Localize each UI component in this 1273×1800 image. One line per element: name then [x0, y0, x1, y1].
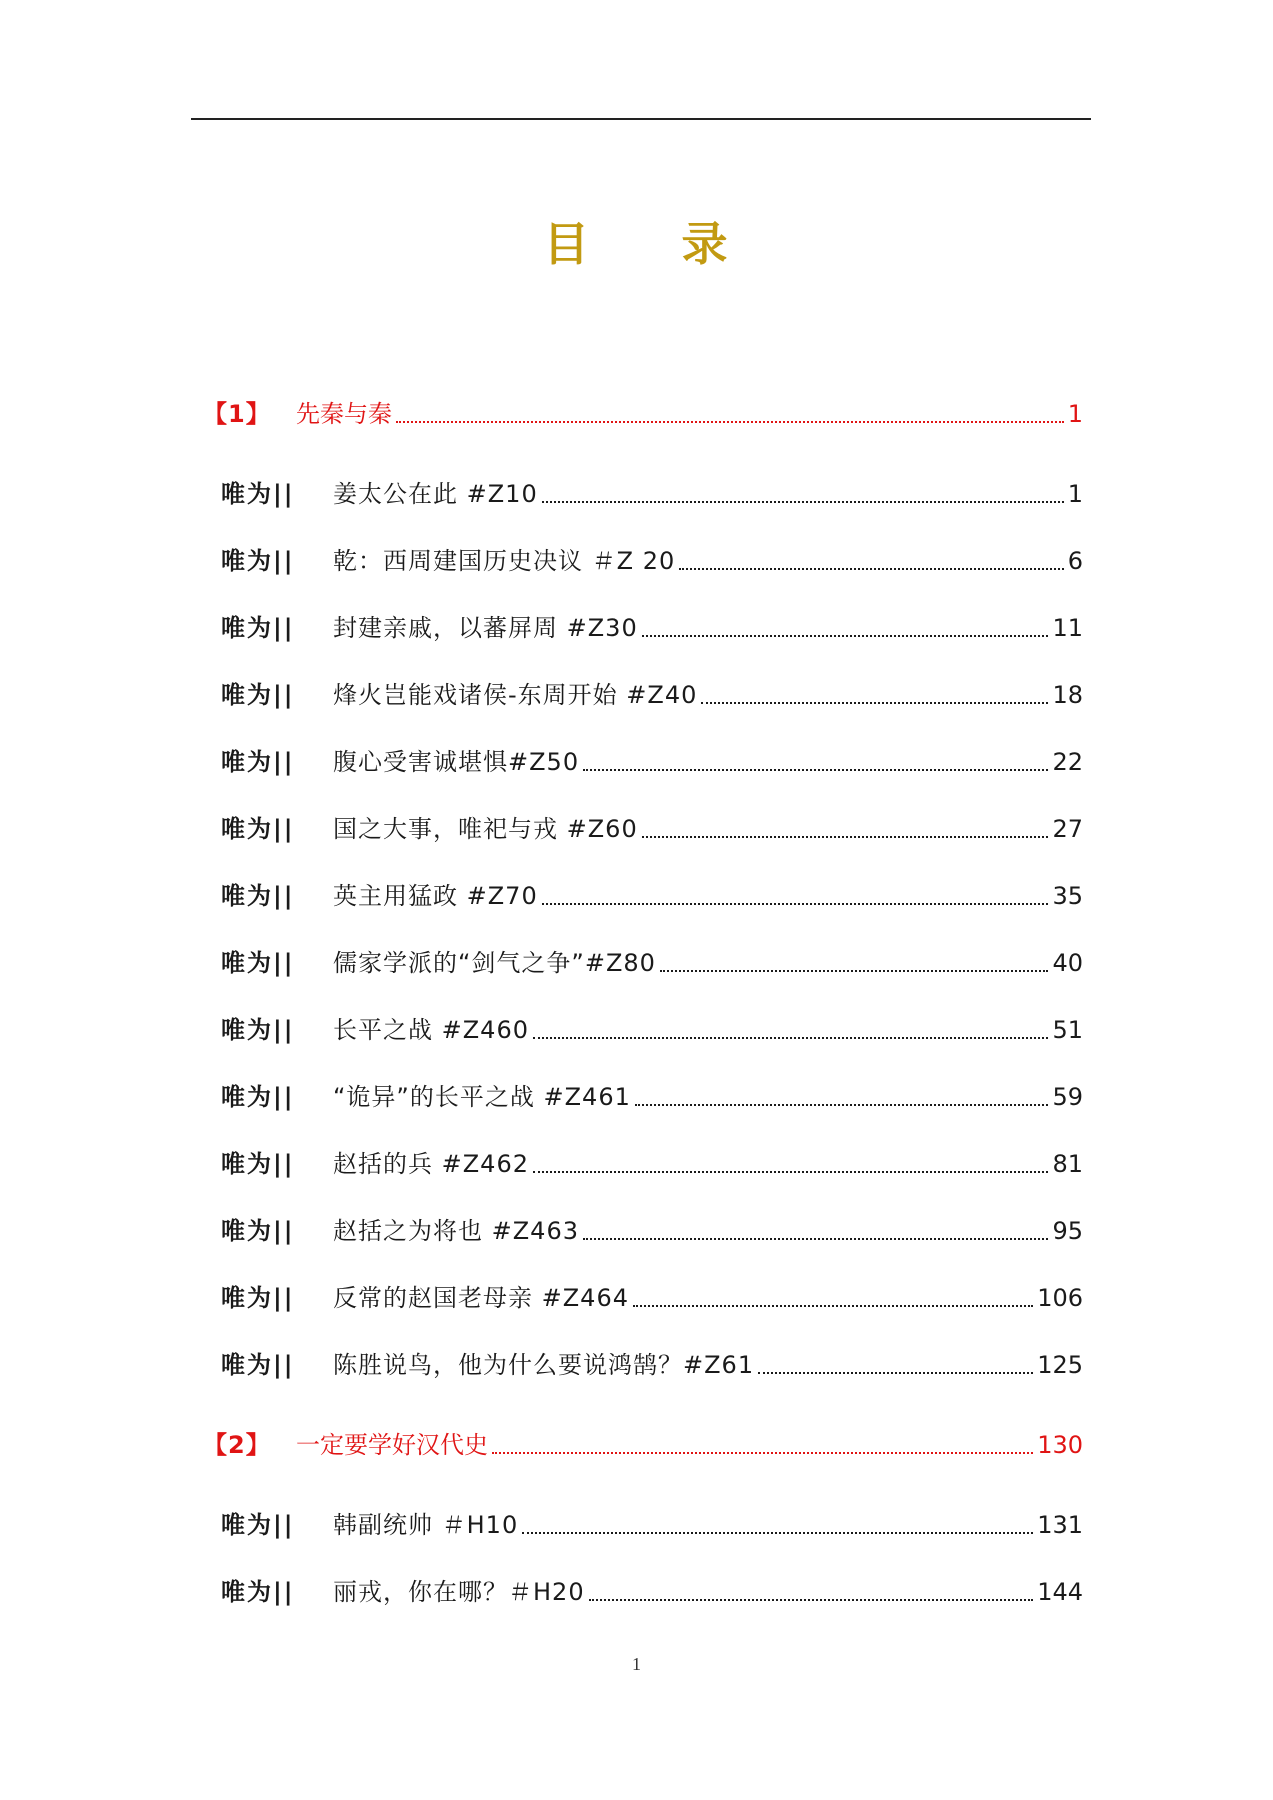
entry-page: 40	[1052, 949, 1083, 977]
entry-page: 11	[1052, 614, 1083, 642]
entry-title: 反常的赵国老母亲 #Z464	[333, 1284, 629, 1312]
dot-leader	[660, 943, 1048, 983]
toc-entry[interactable]	[0, 1278, 1273, 1318]
dot-leader	[635, 1077, 1049, 1117]
entry-tag: 唯为||	[221, 882, 295, 910]
entry-tag: 唯为||	[221, 547, 295, 575]
entry-tag: 唯为||	[221, 1150, 295, 1178]
dot-leader	[533, 1010, 1048, 1050]
dot-leader	[396, 394, 1064, 434]
entry-tag: 唯为||	[221, 1083, 295, 1111]
toc-entry[interactable]	[0, 876, 1273, 916]
entry-tag: 唯为||	[221, 748, 295, 776]
chapter-page: 1	[1067, 400, 1083, 428]
entry-page: 1	[1067, 480, 1083, 508]
dot-leader	[642, 809, 1049, 849]
dot-leader	[542, 876, 1049, 916]
toc-entry[interactable]	[0, 1345, 1273, 1385]
entry-title: 英主用猛政 #Z70	[333, 882, 538, 910]
entry-title: 陈胜说鸟，他为什么要说鸿鹄？#Z61	[333, 1351, 755, 1379]
toc-entry[interactable]	[0, 608, 1273, 648]
dot-leader	[758, 1345, 1033, 1385]
entry-title: “诡异”的长平之战 #Z461	[333, 1083, 631, 1111]
entry-page: 95	[1052, 1217, 1083, 1245]
toc-entry[interactable]	[0, 1211, 1273, 1251]
page-number: 1	[632, 1654, 641, 1674]
entry-title: 乾：西周建国历史决议 ＃Z 20	[333, 547, 676, 575]
dot-leader	[642, 608, 1049, 648]
header-rule	[191, 118, 1091, 120]
dot-leader	[701, 675, 1048, 715]
toc-entry[interactable]	[0, 675, 1273, 715]
entry-title: 烽火岂能戏诸侯-东周开始 #Z40	[333, 681, 698, 709]
entry-tag: 唯为||	[221, 1217, 295, 1245]
entry-tag: 唯为||	[221, 480, 295, 508]
entry-title: 封建亲戚，以蕃屏周 #Z30	[333, 614, 638, 642]
entry-page: 59	[1052, 1083, 1083, 1111]
entry-page: 18	[1052, 681, 1083, 709]
entry-page: 35	[1052, 882, 1083, 910]
chapter-title: 先秦与秦	[296, 400, 392, 428]
entry-title: 国之大事，唯祀与戎 #Z60	[333, 815, 638, 843]
entry-tag: 唯为||	[221, 949, 295, 977]
toc-entry[interactable]	[0, 1010, 1273, 1050]
dot-leader	[533, 1144, 1048, 1184]
toc-entry[interactable]	[0, 809, 1273, 849]
entry-page: 6	[1067, 547, 1083, 575]
chapter-row[interactable]	[0, 394, 1273, 434]
entry-title: 韩副统帅 ＃H10	[333, 1511, 519, 1539]
toc-entry[interactable]	[0, 1144, 1273, 1184]
entry-tag: 唯为||	[221, 1284, 295, 1312]
dot-leader	[583, 1211, 1048, 1251]
dot-leader	[679, 541, 1063, 581]
entry-page: 106	[1037, 1284, 1083, 1312]
entry-tag: 唯为||	[221, 1578, 295, 1606]
entry-tag: 唯为||	[221, 1016, 295, 1044]
entry-title: 丽戎，你在哪？＃H20	[333, 1578, 585, 1606]
toc-entry[interactable]	[0, 1572, 1273, 1612]
dot-leader	[542, 474, 1064, 514]
toc-entry[interactable]	[0, 541, 1273, 581]
dot-leader	[492, 1425, 1033, 1465]
entry-title: 长平之战 #Z460	[333, 1016, 529, 1044]
entry-page: 144	[1037, 1578, 1083, 1606]
entry-title: 赵括之为将也 #Z463	[333, 1217, 579, 1245]
toc-entry[interactable]	[0, 943, 1273, 983]
chapter-number: 【2】	[203, 1431, 271, 1459]
entry-tag: 唯为||	[221, 614, 295, 642]
toc-title-char-2: 录	[681, 217, 730, 271]
entry-tag: 唯为||	[221, 1351, 295, 1379]
entry-tag: 唯为||	[221, 815, 295, 843]
chapter-number: 【1】	[203, 400, 271, 428]
entry-page: 51	[1052, 1016, 1083, 1044]
chapter-page: 130	[1037, 1431, 1083, 1459]
dot-leader	[522, 1505, 1033, 1545]
entry-page: 125	[1037, 1351, 1083, 1379]
entry-tag: 唯为||	[221, 1511, 295, 1539]
dot-leader	[583, 742, 1048, 782]
dot-leader	[589, 1572, 1034, 1612]
entry-title: 儒家学派的“剑气之争”#Z80	[333, 949, 656, 977]
toc-entry[interactable]	[0, 474, 1273, 514]
entry-page: 22	[1052, 748, 1083, 776]
toc-entry[interactable]	[0, 1505, 1273, 1545]
entry-title: 赵括的兵 #Z462	[333, 1150, 529, 1178]
entry-page: 131	[1037, 1511, 1083, 1539]
chapter-row[interactable]	[0, 1425, 1273, 1465]
entry-page: 27	[1052, 815, 1083, 843]
entry-tag: 唯为||	[221, 681, 295, 709]
toc-entry[interactable]	[0, 1077, 1273, 1117]
toc-title-char-1: 目	[543, 217, 592, 271]
toc-title	[0, 208, 1273, 274]
dot-leader	[633, 1278, 1033, 1318]
toc-entry[interactable]	[0, 742, 1273, 782]
entry-page: 81	[1052, 1150, 1083, 1178]
entry-title: 腹心受害诚堪惧#Z50	[333, 748, 580, 776]
chapter-title: 一定要学好汉代史	[296, 1431, 488, 1459]
entry-title: 姜太公在此 #Z10	[333, 480, 538, 508]
